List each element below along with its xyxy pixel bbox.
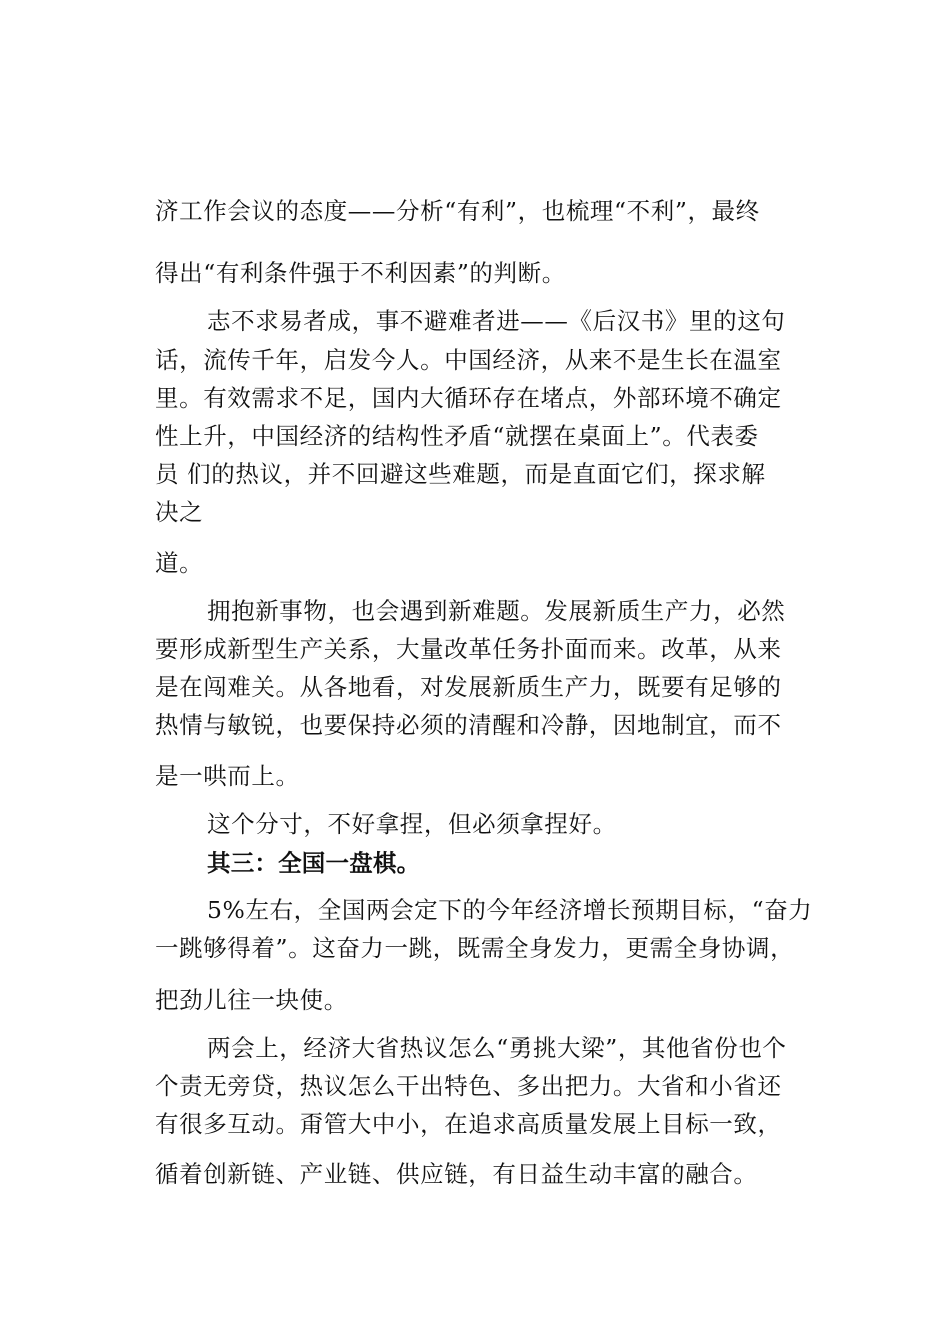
text-line: 员 们的热议，并不回避这些难题，而是直面它们，探求解	[155, 460, 766, 488]
text-line: 性上升，中国经济的结构性矛盾“就摆在桌面上”。代表委	[155, 422, 759, 450]
text-line: 得出“有利条件强于不利因素”的判断。	[155, 259, 566, 287]
paragraph-first-line: 5%左右，全国两会定下的今年经济增长预期目标，“奋力	[207, 896, 813, 924]
text-line: 循着创新链、产业链、供应链，有日益生动丰富的融合。	[155, 1160, 758, 1188]
paragraph-first-line: 两会上，经济大省热议怎么“勇挑大梁”，其他省份也个	[207, 1034, 787, 1062]
text-line: 有很多互动。甭管大中小，在追求高质量发展上目标一致，	[155, 1110, 782, 1138]
text-line: 是一哄而上。	[155, 762, 300, 790]
text-line: 要形成新型生产关系，大量改革任务扑面而来。改革，从来	[155, 635, 782, 663]
text-line: 决之	[155, 498, 204, 526]
text-line: 一跳够得着”。这奋力一跳，既需全身发力，更需全身协调，	[155, 934, 795, 962]
paragraph-first-line: 志不求易者成，事不避难者进——《后汉书》里的这句	[207, 307, 786, 335]
text-line: 把劲儿往一块使。	[155, 986, 348, 1014]
paragraph-first-line: 拥抱新事物，也会遇到新难题。发展新质生产力，必然	[207, 597, 786, 625]
text-line: 济工作会议的态度——分析“有利”，也梳理“不利”，最终	[155, 197, 760, 225]
text-line: 个责无旁贷，热议怎么干出特色、多出把力。大省和小省还	[155, 1072, 782, 1100]
text-line: 道。	[155, 549, 204, 577]
text-line: 里。有效需求不足，国内大循环存在堵点，外部环境不确定	[155, 384, 782, 412]
paragraph-first-line: 这个分寸，不好拿捏，但必须拿捏好。	[207, 810, 617, 838]
text-line: 话，流传千年，启发今人。中国经济，从来不是生长在温室	[155, 346, 782, 374]
text-line: 是在闯难关。从各地看，对发展新质生产力，既要有足够的	[155, 673, 782, 701]
text-line: 热情与敏锐，也要保持必须的清醒和冷静，因地制宜，而不	[155, 711, 782, 739]
section-heading: 其三：全国一盘棋。	[207, 849, 421, 877]
